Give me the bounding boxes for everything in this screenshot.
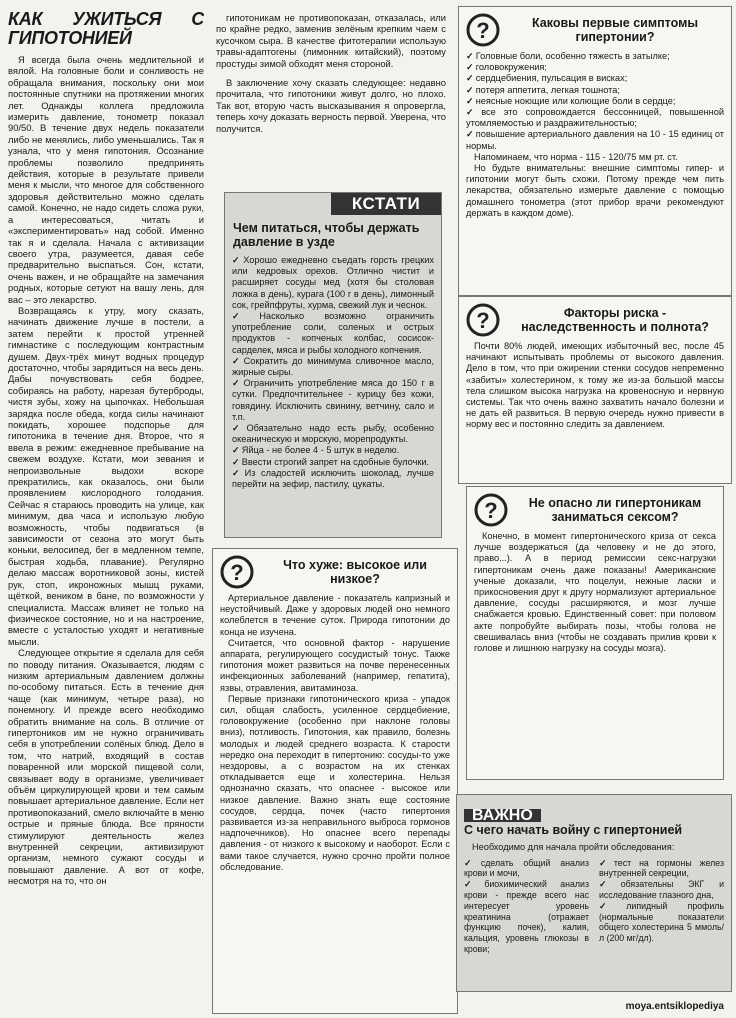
worse-title: Что хуже: высокое или низкое? [283, 558, 427, 586]
kstati-title: Чем питаться, чтобы держать давление в узде [233, 221, 420, 249]
check-icon: ✓ [232, 355, 242, 366]
worse-paragraph: Первые признаки гипотонического криза - упадок сил, общая слабость, усиленное сердцебиение, головокружение (особенно при наклоне головы вниз), потливость. Гипотония, как правило, болезнь молодых и людей среднего возраста. К старости нередко она переходит в гипертонию: сосуды-то уже нездоровы, а с возрастом на их стенках откладывается еще и холестерина. Нельзя однозначно сказать, что опаснее - высокое или низкое давление. Важно знать еще состояние сосудов, сердца, почек (часто гипертония развивается из-за неправильного выброса гормонов надпочечников). Но опаснее всего перепады давления - от низкого к высокому и наоборот. Если с вами такое случается, нужно срочно пройти полное обследование. [220, 693, 450, 872]
risk-text: Почти 80% людей, имеющих избыточный вес, после 45 начинают испытывать проблемы от высокого давления. Дело в том, что при ожирении стенки сосудов непременно «забиты» холестерином, к тому же из-за большой массы тела слишком высока нагрузка на кровеносную и нервную системы. Так что очень важно захватить начало болезни и не дать ей развиться. В первую очередь нужно привести в норму вес и постоянно следить за давлением. [466, 341, 724, 430]
list-item: ✓ все это сопровождается бессонницей, повышенной утомляемостью и раздражительностью; [466, 107, 724, 129]
vazhno-intro: Необходимо для начала пройти обследования: [472, 842, 675, 853]
question-icon [466, 303, 500, 337]
question-icon [466, 13, 500, 47]
vazhno-title: С чего начать войну с гипертонией [464, 823, 683, 838]
check-icon: ✓ [466, 129, 474, 140]
check-icon: ✓ [232, 255, 242, 265]
question-icon [474, 493, 508, 527]
check-icon: ✓ [464, 879, 483, 890]
list-item: ✓ Головные боли, особенно тяжесть в затылке; [466, 51, 670, 61]
check-icon: ✓ [466, 62, 474, 73]
check-icon: ✓ [232, 445, 240, 456]
list-item: ✓ липидный профиль (нормальные показатели общего холестерина 5 ммоль/л (200 мг/дл). [599, 900, 724, 944]
article-paragraph: В заключение хочу сказать следующее: недавно прочитала, что гипотоники живут долго, но плохо. Так вот, вторую часть высказывания я опровергла, теперь хочу доказать верность первой. Уверена, что получится. [216, 77, 446, 134]
symptoms-paragraph: Напоминаем, что норма - 115 - 120/75 мм рт. ст. [474, 151, 678, 162]
list-item: ✓ Яйца - не более 4 - 5 штук в неделю. [232, 445, 400, 456]
symptoms-paragraph: Но будьте внимательны: внешние симптомы гипер- и гипотонии могут быть схожи. Потому прежде чем пить лекарства, обязательно измерьте давление с помощью домашнего тонометра (этот прибор врачи рекомендуют держать в каждом доме). [466, 163, 724, 218]
article-column-1 [8, 10, 204, 1014]
article-title: КАК УЖИТЬСЯ С ГИПОТОНИЕЙ [8, 10, 204, 48]
risk-title: Факторы риска - наследственность и полнота? [521, 306, 709, 334]
check-icon: ✓ [464, 857, 479, 868]
check-icon: ✓ [232, 378, 242, 389]
worse-paragraph: Считается, что основной фактор - нарушение аппарата, регулирующего сосудистый тонус. Также гипотония может развиться на почве перенесенных инфекционных заболеваний (например, гепатита), язвы, отравления, авитаминоза. [220, 637, 450, 693]
check-icon: ✓ [232, 467, 243, 478]
check-icon: ✓ [232, 311, 258, 322]
list-item: ✓ потеря аппетита, легкая тошнота; [466, 84, 620, 95]
list-item: ✓ сердцебиения, пульсация в висках; [466, 73, 628, 84]
vazhno-box [456, 794, 732, 992]
list-item: ✓ обязательны ЭКГ и исследование глазного дна, [599, 879, 724, 900]
vazhno-left-column [464, 858, 589, 955]
worse-paragraph: Артериальное давление - показатель капризный и неустойчивый. Даже у здоровых людей оно немного колеблется в течение суток. Природа гипотонии до конца не изучена. [220, 593, 450, 637]
question-icon [220, 555, 254, 589]
kstati-box [224, 192, 442, 538]
list-item: ✓ биохимический анализ крови - прежде всего нас интересует уровень креатинина (отражает функцию почек), калия, кальция, уровень глюкозы в крови; [464, 879, 589, 954]
list-item: ✓ Ввести строгий запрет на сдобные булочки. [232, 456, 430, 467]
list-item: ✓ Хорошо ежедневно съедать горсть грецких или кедровых орехов. Отлично чистит и расширяет сосуды мед (хотя бы столовая ложка в день), курага (100 г в день), лимонный сок, грейпфруты, хурма, свежий лук и чеснок. [232, 255, 434, 310]
check-icon: ✓ [466, 95, 474, 106]
list-item: ✓ сделать общий анализ крови и мочи, [464, 857, 590, 879]
check-icon: ✓ [599, 879, 619, 890]
check-icon: ✓ [466, 84, 474, 95]
list-item: ✓ Из сладостей исключить шоколад, лучше перейти на зефир, пастилу, цукаты. [232, 467, 434, 490]
list-item: ✓ повышение артериального давления на 10 - 15 единиц от нормы. [466, 129, 724, 151]
check-icon: ✓ [466, 51, 474, 61]
vazhno-tag: ВАЖНО [464, 809, 541, 822]
list-item: ✓ Ограничить употребление мяса до 150 г в сутки. Предпочтительнее - курицу без кожи, говядину. Исключить свинину, ветчину, сало и т.п. [232, 378, 434, 422]
article-paragraph: Возвращаясь к утру, могу сказать, начинать движение лучше в постели, а затем перейти к простой утренней гимнастике с последующим контрастным душем. Двух-трёх минут водных процедур достаточно, чтобы зарядиться на весь день. Дабы почувствовать себя бодрее, собираясь на работу, нарезая бутерброды, чистя зубы, хожу на цыпочках. Небольшая зарядка после обеда, когда силы начинают покидать, хорошее подспорье для гипотоника в течение дня. Второе, что я ввела в режим: ежедневное пребывание на свежем воздухе. Кстати, мои зевания и непроизвольные выдохи вскоре прекратились, как оказалось, они были проявлением кислородного голодания. Сейчас я стараюсь проводить на улице, как минимум, два часа и использую любую возможность, чтобы подвигаться (в зависимости от сезона это могут быть коньки, велосипед, бег в медленном темпе, быстрая ходьба, плавание). Регулярно делаю массаж воротниковой зоны, кистей рук, стоп, икроножных мышц руками, щёткой, веником в бане, по возможности у специалиста. Массаж влияет не только на физическое состояние, но и на настроение, вместе с усталостью уходят и негативные мысли. [8, 304, 204, 647]
article-paragraph: гипотоникам не противопоказан, отказалась, или по крайне редко, заменив зелёным крепким чаем с кусочком сыра. В качестве фитотерапии использую травы-адаптогены (лимонник китайский), поэтому простуды зимой обходят меня стороной. [216, 12, 446, 69]
svg-text:?: ? [476, 18, 490, 43]
risk-box [458, 296, 732, 484]
list-item: ✓ Обязательно надо есть рыбу, особенно океаническую и морскую, морепродукты. [232, 423, 434, 445]
watermark: moya.entsiklopediya [625, 1001, 724, 1012]
check-icon: ✓ [466, 73, 474, 84]
symptoms-box [458, 6, 732, 296]
article-paragraph: Следующее открытие я сделала для себя по поводу питания. Оказывается, людям с низким артериальным давлением должны по-особому питаться. Есть в течение дня чаще (как минимум, четыре раза), но понемногу. И прежде всего необходимо обратить внимание на соль. В отличие от гипертоников им не нужно ограничивать себя в употреблении солёных блюд. Дело в том, что натрий, входящий в состав поваренной или морской пищевой соли, связывает воду в организме, увеличивает объём циркулирующей крови и тем самым повышает артериальное давление. Если нет противопоказаний, смело включайте в меню острые и пряные блюда. Все пряности стимулируют деятельность желез внутренней секреции, активизируют организм, немного сужают сосуды и повышают давление. А вот от кофе, несмотря на то, что он [8, 647, 204, 887]
check-icon: ✓ [599, 900, 625, 911]
worse-box [212, 548, 458, 1014]
svg-text:?: ? [476, 308, 490, 333]
article-paragraph: Я всегда была очень медлительной и вялой. На головные боли и сонливость не обращала внимания, поскольку они мои постоянные спутники на протяжении многих лет. Однажды коллега предложила измерить давление, тонометр показал 90/50. В течение двух недель показатели либо не менялись, либо уменьшались. Так я узнала, что у меня гипотония. Осознание проблемы позволило предпринять действия, которые в результате привели меня к мысли, что многое для собственного здоровья действительно можно сделать самой. Конечно, не надо сидеть сложа руки, а интересоваться, читать и «экспериментировать» над собой. Именно так я и сделала. Начала с активизации своего утра, разумеется, давая себе предварительно выспаться. Сон, кстати, очень важен, и не обращайте на замечания родных, которые сетуют на вашу лень, для вас – это лекарство. [8, 54, 204, 305]
symptoms-title: Каковы первые симптомы гипертонии? [532, 16, 698, 44]
check-icon: ✓ [232, 423, 245, 434]
list-item: ✓ Насколько возможно ограничить употребление соли, соленых и острых продуктов - копченых колбас, сосисок-сарделек, мяса и рыбы холодного копчения. [232, 311, 434, 355]
check-icon: ✓ [466, 107, 480, 118]
vazhno-right-column [599, 858, 724, 955]
kstati-tag: КСТАТИ [331, 193, 441, 215]
svg-text:?: ? [484, 498, 498, 523]
svg-text:?: ? [230, 560, 244, 585]
sex-box [466, 486, 724, 780]
article-column-2 [216, 12, 446, 188]
check-icon: ✓ [599, 857, 612, 868]
check-icon: ✓ [232, 456, 240, 467]
list-item: ✓ тест на гормоны желез внутренней секреции, [599, 857, 724, 879]
list-item: ✓ головокружения; [466, 62, 547, 73]
sex-text: Конечно, в момент гипертонического криза от секса лучше воздержаться (да человеку и не до этого, право...). А в период ремиссии секс-нагрузки гипертоникам очень даже показаны! Американские ученые доказали, что поцелуи, нежные ласки и прикосновения друг к другу нормализуют артериальное давление, сосуды расширяются, и мозг лучше снабжается кровью. Единственный совет: при половом акте попробуйте выбирать позы, чтобы голова не свешивалась вниз (чтобы не создавать прилив крови к голове и лишнюю нагрузку на сосуды мозга). [474, 531, 716, 654]
sex-title: Не опасно ли гипертоникам заниматься сексом? [528, 496, 702, 524]
list-item: ✓ неясные ноющие или колющие боли в сердце; [466, 95, 676, 106]
list-item: ✓ Сократить до минимума сливочное масло, жирные сыры. [232, 355, 434, 378]
